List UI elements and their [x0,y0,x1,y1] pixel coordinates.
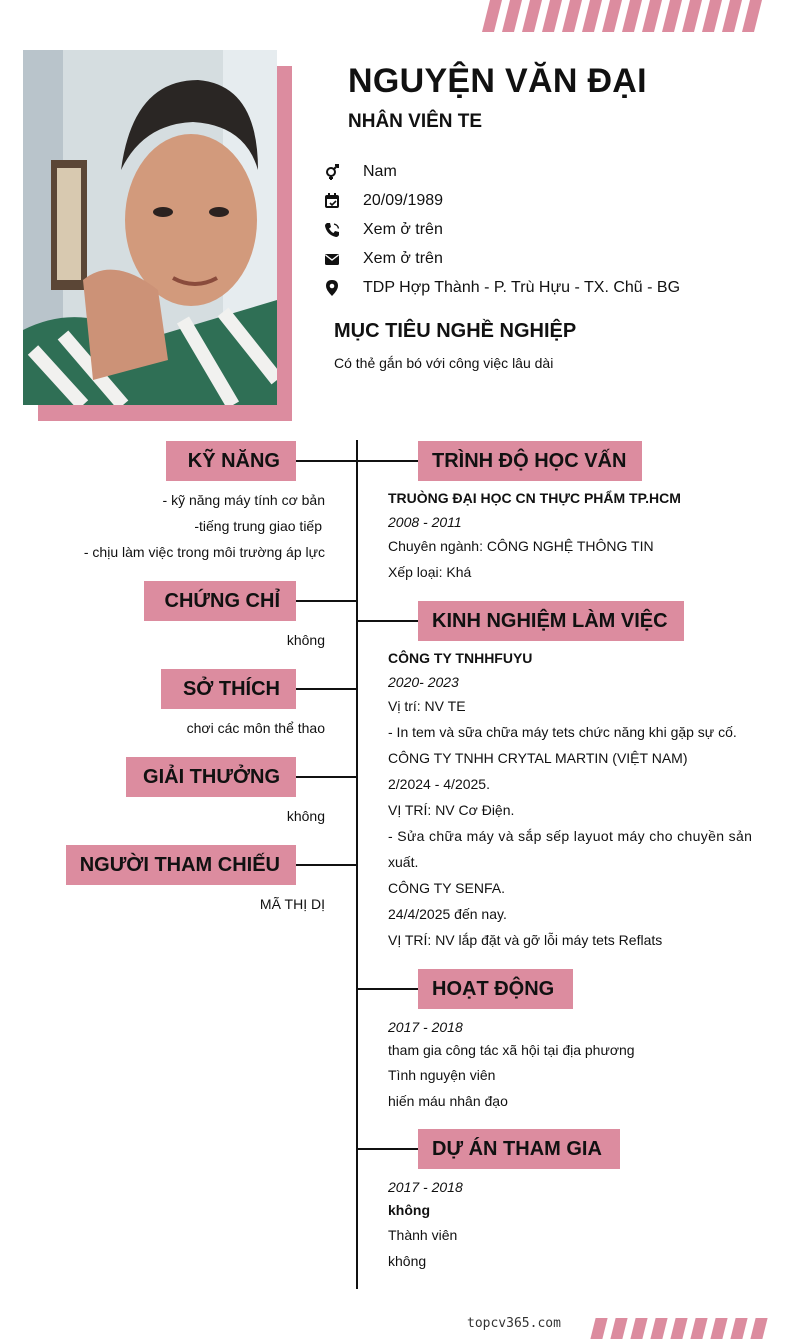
activities-connector [357,988,418,990]
education-school: TRUÒNG ĐẠI HỌC CN THỰC PHẨM TP.HCM [388,490,681,506]
contact-gender [322,161,782,183]
objective-text: Có thẻ gắn bó với công việc lâu dài [334,355,554,371]
hobbies-connector [296,688,357,690]
project-line: Thành viên [388,1227,458,1243]
contact-address [322,277,782,299]
education-connector [357,460,418,462]
experience-line: CÔNG TY TNHH CRYTAL MARTIN (VIỆT NAM) [388,750,688,766]
address-value: TDP Hợp Thành - P. Trù Hựu - TX. Chũ - BG [363,279,681,296]
objective-title: MỤC TIÊU NGHỀ NGHIỆP [334,320,577,342]
email-icon [322,249,342,269]
section-hobbies-title: SỞ THÍCH [161,669,296,709]
section-education-title: TRÌNH ĐỘ HỌC VẤN [418,441,642,481]
projects-connector [357,1148,418,1150]
contact-phone [322,219,782,241]
section-activities-title: HOẠT ĐỘNG [418,969,573,1009]
section-certificates-title: CHỨNG CHỈ [144,581,296,621]
activity-line: hiến máu nhân đạo [388,1093,508,1109]
skill-item: - kỹ năng máy tính cơ bản [162,492,325,508]
projects-period: 2017 - 2018 [388,1179,463,1195]
section-awards-title: GIẢI THƯỞNG [126,757,296,797]
footer-watermark: topcv365.com [467,1316,561,1331]
experience-company: CÔNG TY TNHHFUYU [388,650,533,666]
calendar-icon [322,191,342,211]
candidate-name: NGUYỆN VĂN ĐẠI [348,62,647,100]
project-name: không [388,1202,430,1218]
education-grade: Xếp loại: Khá [388,564,472,580]
experience-line: Vị trí: NV TE [388,698,466,714]
gender-icon [322,162,342,182]
section-skills-title: KỸ NĂNG [166,441,296,481]
certificate-item: không [286,632,325,648]
activity-line: Tình nguyện viên [388,1067,496,1083]
decorative-stripes-top [486,0,758,32]
email-value: Xem ở trên [363,250,443,267]
location-icon [322,278,342,298]
experience-line: VỊ TRÍ: NV Cơ Điện. [388,802,515,818]
experience-line: 2/2024 - 4/2025. [388,776,490,792]
profile-photo [23,50,277,405]
experience-line: 24/4/2025 đến nay. [388,906,507,922]
experience-line: xuất. [388,854,419,870]
education-period: 2008 - 2011 [388,514,462,530]
experience-period: 2020- 2023 [388,674,459,690]
awards-connector [296,776,357,778]
education-major: Chuyên ngành: CÔNG NGHỆ THÔNG TIN [388,538,654,554]
skills-connector [296,460,357,462]
activities-period: 2017 - 2018 [388,1019,463,1035]
job-title: NHÂN VIÊN TE [348,111,483,132]
gender-value: Nam [363,163,397,180]
reference-item: MÃ THỊ DỊ [259,896,325,912]
activity-line: tham gia công tác xã hội tại địa phương [388,1042,635,1058]
experience-line: - In tem và sữa chữa máy tets chức năng khi gặp sự cố. [388,724,737,740]
experience-connector [357,620,418,622]
experience-line: VỊ TRÍ: NV lắp đặt và gỡ lỗi máy tets Reflats [388,932,663,948]
experience-line: - Sửa chữa máy và sắp sếp layuot máy cho chuyền sản [388,828,753,844]
decorative-stripes-bottom [593,1318,765,1339]
award-item: không [286,808,325,824]
section-projects-title: DỰ ÁN THAM GIA [418,1129,620,1169]
experience-line: CÔNG TY SENFA. [388,880,505,896]
certificates-connector [296,600,357,602]
phone-icon [322,220,342,240]
skill-item: -tiếng trung giao tiếp [194,518,322,534]
section-experience-title: KINH NGHIỆM LÀM VIỆC [418,601,684,641]
references-connector [296,864,357,866]
project-line: không [388,1253,427,1269]
phone-value: Xem ở trên [363,221,443,238]
skill-item: - chịu làm việc trong môi trường áp lực [83,544,325,560]
section-references-title: NGƯỜI THAM CHIẾU [66,845,296,885]
hobby-item: chơi các môn thể thao [186,720,325,736]
contact-email [322,248,782,270]
contact-birthday [322,190,782,212]
birthday-value: 20/09/1989 [363,192,444,209]
